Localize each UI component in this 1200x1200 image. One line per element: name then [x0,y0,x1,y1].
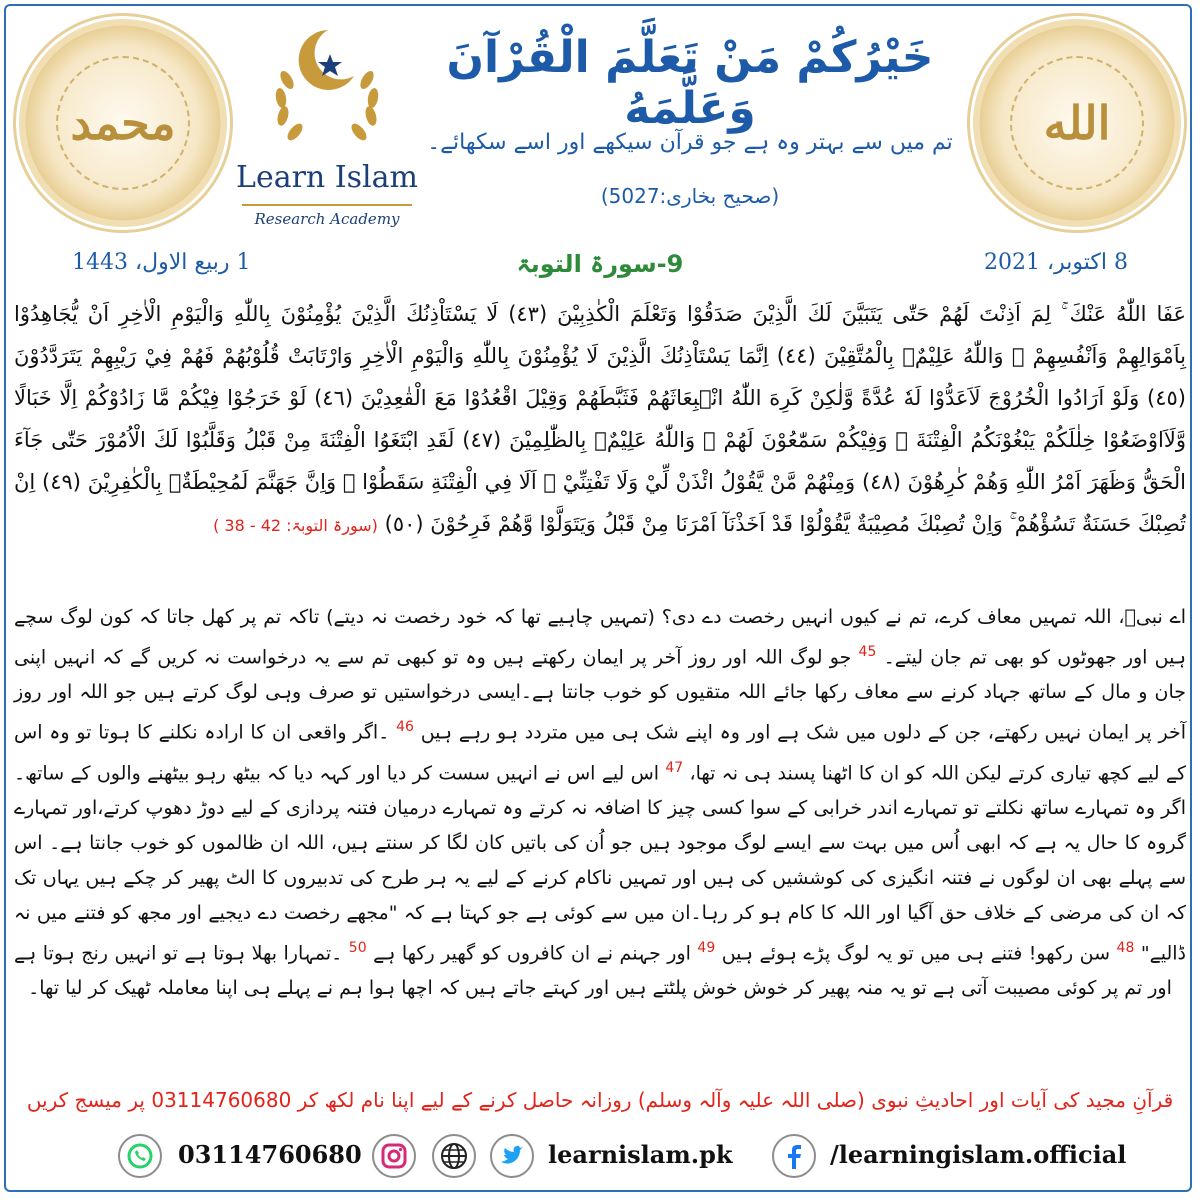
crescent-star-icon [298,26,358,96]
muhammad-medallion [25,25,221,221]
subscription-promo: قرآنِ مجید کی آیات اور احادیثِ نبوی (صلی اللہ علیہ وآلہ وسلم) روزانہ حاصل کرنے کے لیے اپنا نام لکھ کر 03114760680 پر میسج کریں [26,1088,1174,1112]
arabic-text: عَفَا اللّٰهُ عَنْكَ ۚ لِمَ اَذِنْتَ لَهُمْ حَتّٰى يَتَبَيَّنَ لَكَ الَّذِيْنَ صَدَقُوْا وَتَعْلَمَ الْكٰذِبِيْنَ (٤٣) لَا يَسْتَاْذِنُكَ الَّذِيْنَ يُؤْمِنُوْنَ بِاللّٰهِ وَالْيَوْمِ الْاٰخِرِ اَنْ يُّجَاهِدُوْا بِاَمْوَالِهِمْ وَاَنْفُسِهِمْ ۗ وَاللّٰهُ عَلِيْمٌۢ بِالْمُتَّقِيْنَ (٤٤) اِنَّمَا يَسْتَاْذِنُكَ الَّذِيْنَ لَا يُؤْمِنُوْنَ بِاللّٰهِ وَالْيَوْمِ الْاٰخِرِ وَارْتَابَتْ قُلُوْبُهُمْ فَهُمْ فِيْ رَيْبِهِمْ يَتَرَدَّدُوْنَ (٤٥) وَلَوْ اَرَادُوا الْخُرُوْجَ لَاَعَدُّوْا لَهٗ عُدَّةً وَّلٰكِنْ كَرِهَ اللّٰهُ انْۢبِعَاثَهُمْ فَثَبَّطَهُمْ وَقِيْلَ اقْعُدُوْا مَعَ الْقٰعِدِيْنَ (٤٦) لَوْ خَرَجُوْا فِيْكُمْ مَّا زَادُوْكُمْ اِلَّا خَبَالًا وَّلَاَاوْضَعُوْا خِلٰلَكُمْ يَبْغُوْنَكُمُ الْفِتْنَةَ ۚ وَفِيْكُمْ سَمّٰعُوْنَ لَهُمْ ۗ وَاللّٰهُ عَلِيْمٌۢ بِالظّٰلِمِيْنَ (٤٧) لَقَدِ ابْتَغَوُا الْفِتْنَةَ مِنْ قَبْلُ وَقَلَّبُوْا لَكَ الْاُمُوْرَ حَتّٰى جَآءَ الْحَقُّ وَظَهَرَ اَمْرُ اللّٰهِ وَهُمْ كٰرِهُوْنَ (٤٨) وَمِنْهُمْ مَّنْ يَّقُوْلُ ائْذَنْ لِّيْ وَلَا تَفْتِنِّيْ ۗ اَلَا فِي الْفِتْنَةِ سَقَطُوْا ۗ وَاِنَّ جَهَنَّمَ لَمُحِيْطَةٌۢ بِالْكٰفِرِيْنَ (٤٩) اِنْ تُصِبْكَ حَسَنَةٌ تَسُؤْهُمْ ۚ وَاِنْ تُصِبْكَ مُصِيْبَةٌ يَّقُوْلُوْا قَدْ اَخَذْنَآ اَمْرَنَا مِنْ قَبْلُ وَيَتَوَلَّوْا وَّهُمْ فَرِحُوْنَ (٥٠) [14,302,1187,536]
footnote-48[interactable]: 48 [1116,939,1135,956]
instagram-icon[interactable] [372,1134,416,1178]
logo-subtitle: Research Academy [254,210,400,228]
urdu-part-7: ۔تمہارا بھلا ہوتا ہے تو انہیں رنج ہوتا ہے اور تم پر کوئی مصیبت آتی ہے تو یہ منہ پھیر کر خوش خوش پلٹتے ہیں اور کہتے جاتے ہیں کہ اچھا ہوا ہم نے پہلے ہی اپنا معاملہ ٹھیک کر لیا تھا۔ [14,942,1172,1000]
footer-phone[interactable]: 03114760680 [178,1140,362,1169]
urdu-part-4: اس لیے اس نے انہیں سست کر دیا اور کہہ دیا کہ بیٹھ رہو بیٹھنے والوں کے ساتھ۔اگر وہ تمہارے ساتھ نکلتے تو تمہارے اندر خرابی کے سوا کسی چیز کا اضافہ نہ کرتے وہ تمہارے درمیان فتنہ پردازی کے لیے دوڑ دھوپ کرتے،اور تمہارے گروہ کا حال یہ ہے کہ ابھی اُس میں بہت سے ایسے لوگ موجود ہیں جو اُن کی باتیں کان لگا کر سنتے ہیں، اللہ ان ظالموں کو خوب جانتا ہے۔ اس سے پہلے بھی ان لوگوں نے فتنہ انگیزی کی کوششیں کی ہیں اور تمہیں ناکام کرنے کے لیے یہ ہر طرح کی تدبیروں کا الٹ پھیر کر چکے ہیں یہاں تک کہ ان کی مرضی کے خلاف حق آگیا اور اللہ کا کام ہو کر رہا۔ان میں سے کوئی ہے جو کہتا ہے کہ "مجھے رخصت دے دیجیے اور مجھ کو فتنے میں نہ ڈالیے" [14,761,1186,965]
hadith-reference: (صحیح بخاری:5027) [600,184,780,208]
globe-icon[interactable] [432,1134,476,1178]
footer [0,1130,1200,1185]
hadith-arabic: خَيْرُكُمْ مَنْ تَعَلَّمَ الْقُرْآنَ وَعَلَّمَهُ [446,32,934,134]
footnote-49[interactable]: 49 [697,939,716,956]
twitter-icon[interactable] [490,1134,534,1178]
footer-facebook[interactable]: /learningislam.official [830,1140,1127,1169]
hijri-date: 1 ربیع الاول، 1443 [72,250,251,275]
allah-medallion [979,25,1175,221]
whatsapp-icon[interactable] [118,1134,162,1178]
surah-title: 9-سورۃ التوبۃ [516,250,684,278]
urdu-part-3: ۔اگر واقعی ان کا ارادہ نکلنے کا ہوتا تو وہ اس کے لیے کچھ تیاری کرتے لیکن اللہ کو ان کا اٹھنا پسند ہی نہ تھا، [14,721,1186,784]
urdu-part-6: اور جہنم نے ان کافروں کو گھیر رکھا ہے [373,942,691,965]
logo-title: Learn Islam [236,160,418,195]
footer-website[interactable]: learnislam.pk [548,1140,733,1169]
urdu-translation [14,600,1186,1100]
allah-calligraphy: الله [1010,56,1144,190]
header [0,0,1200,250]
logo-divider [242,204,412,206]
logo [232,20,422,230]
urdu-part-1: اے نبیؐ، اللہ تمہیں معاف کرے، تم نے کیوں انہیں رخصت دے دی؟ (تمہیں چاہیے تھا کہ خود رخصت نہ دیتے) تاکہ تم پر کھل جاتا کہ کون لوگ سچے ہیں اور جھوٹوں کو بھی تم جان لیتے۔ [14,606,1186,669]
gregorian-date: 8 اکتوبر، 2021 [984,250,1128,275]
arabic-verses [14,293,1186,593]
urdu-part-2: جو لوگ اللہ اور روز آخر پر ایمان رکھتے ہیں وہ تو کبھی تم سے یہ درخواست نہ کریں گے کہ انہیں اپنی جان و مال کے ساتھ جہاد کرنے سے معاف رکھا جائے اللہ متقیوں کو خوب جانتا ہے۔ایسی درخواستیں تو صرف وہی لوگ کرتے ہیں جو اللہ اور روز آخر پر ایمان نہیں رکھتے، جن کے دلوں میں شک ہے اور وہ اپنے شک ہی میں متردد ہو رہے ہیں [14,646,1187,744]
dateline [0,250,1200,290]
muhammad-calligraphy: محمد [56,56,190,190]
footnote-46[interactable]: 46 [396,719,414,736]
facebook-icon[interactable] [772,1134,816,1178]
urdu-part-5: سن رکھو! فتنے ہی میں تو یہ لوگ پڑے ہوئے ہیں [721,942,1111,965]
footnote-45[interactable]: 45 [858,644,877,660]
verse-reference: (سورۃ التوبۃ: 42 - 38 ) [213,516,378,535]
footnote-47[interactable]: 47 [665,759,684,776]
footnote-50[interactable]: 50 [348,939,367,956]
hadith-urdu: تم میں سے بہتر وہ ہے جو قرآن سیکھے اور اسے سکھائے۔ [427,130,953,155]
